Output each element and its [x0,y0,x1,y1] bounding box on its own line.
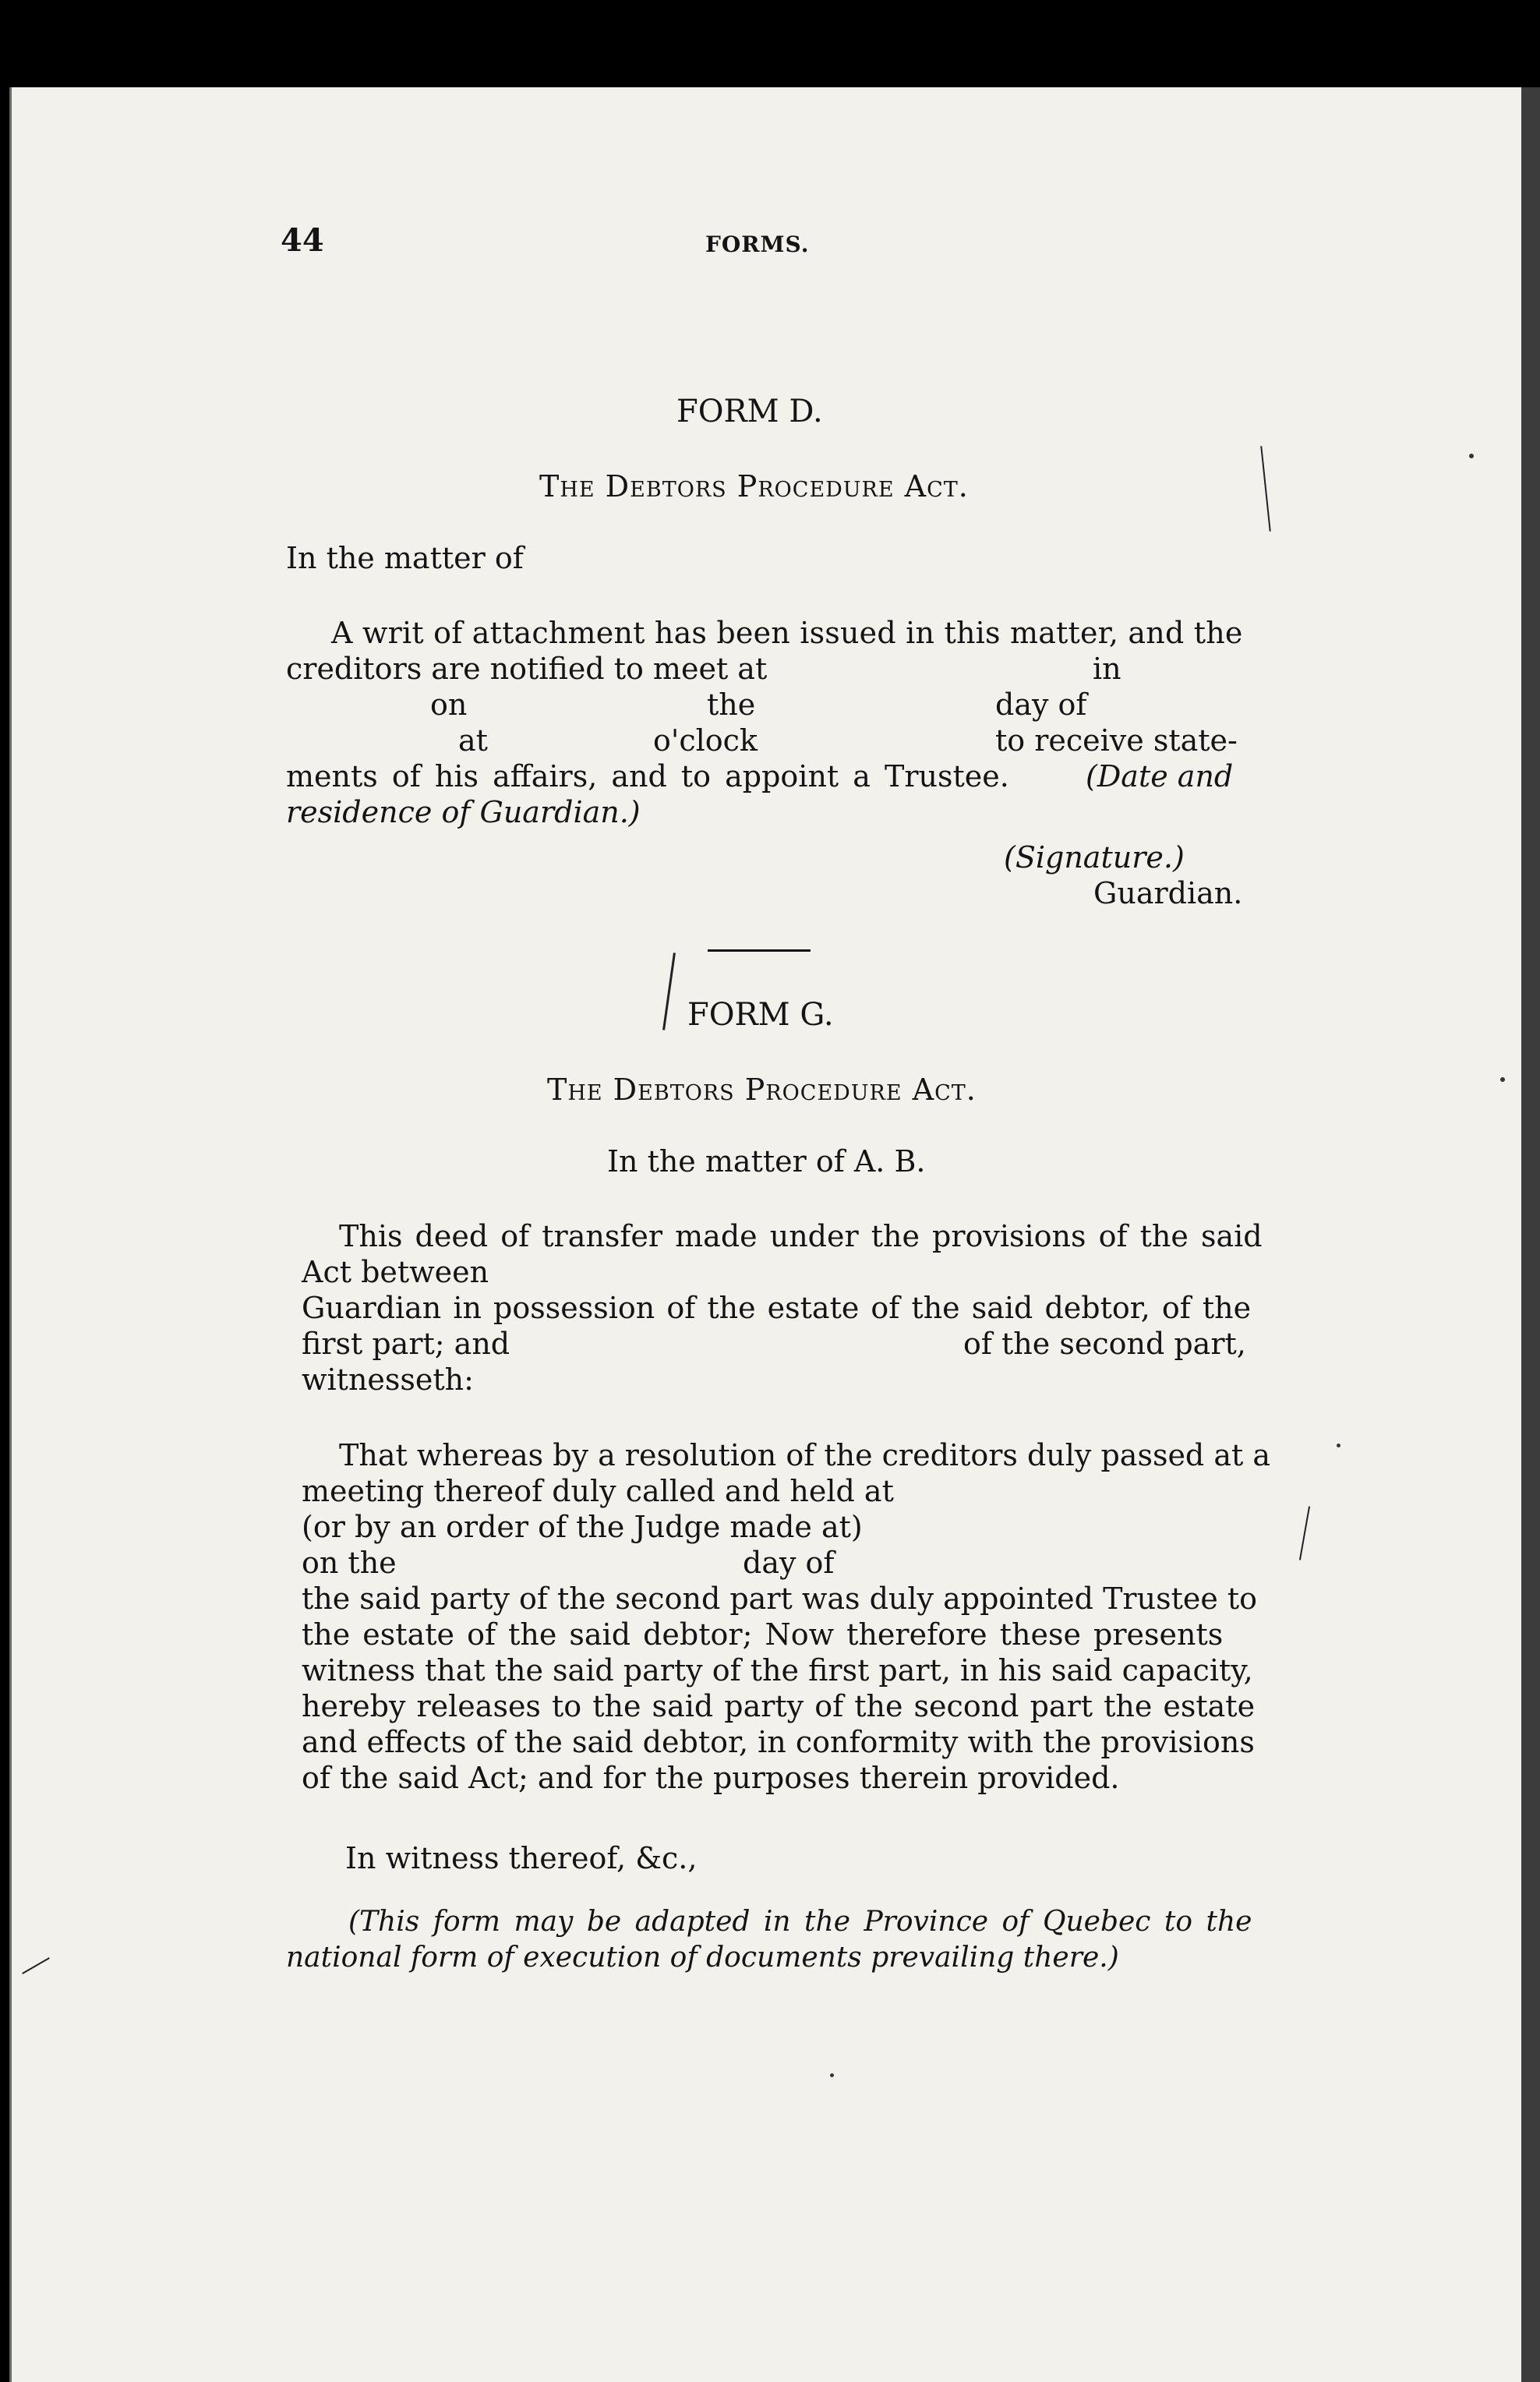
form-d-matter: In the matter of [286,541,524,575]
handwritten-corner-mark [1260,446,1270,532]
scan-speck [1337,1444,1340,1447]
form-g-line: Act between [302,1255,489,1289]
form-g-matter: In the matter of A. B. [607,1144,926,1179]
form-g-line: on the [302,1546,397,1580]
section-divider [708,949,811,952]
form-d-line: o'clock [653,723,758,758]
scan-speck [830,2073,834,2077]
form-d-act: The Debtors Procedure Act. [539,469,969,504]
form-d-line: the [707,687,756,722]
form-d-line: on [430,687,468,722]
form-d-line: in [1093,652,1121,686]
form-g-note: (This form may be adapted in the Province of Quebec to the [348,1906,1252,1938]
form-g-line: the estate of the said debtor; Now therefore these presents [302,1617,1224,1652]
form-g-act: The Debtors Procedure Act. [547,1073,977,1107]
form-g-line: That whereas by a resolution of the creditors duly passed at a [339,1438,1270,1472]
form-d-line: ments of his affairs, and to appoint a Trustee. [286,759,1009,793]
form-d-line: at [458,723,488,758]
form-g-line: day of [743,1546,835,1580]
form-g-line: This deed of transfer made under the provisions of the said [339,1219,1263,1253]
form-g-line: meeting thereof duly called and held at [302,1474,894,1508]
form-g-line: first part; and [302,1327,510,1361]
scanned-page [9,87,1521,2382]
form-d-signature: (Signature.) [1004,840,1185,875]
margin-pencil-mark [1299,1506,1310,1560]
form-g-line: Guardian in possession of the estate of the said debtor, of the [302,1291,1252,1325]
form-g-witness: In witness thereof, &c., [345,1841,698,1875]
form-g-line: the said party of the second part was duly appointed Trustee to [302,1582,1258,1616]
form-d-line: creditors are notified to meet at [286,652,768,686]
margin-pencil-mark [22,1957,50,1974]
right-page-edge [1521,87,1540,2382]
form-g-line: of the said Act; and for the purposes therein provided. [302,1761,1120,1795]
handwritten-bracket-mark [662,952,676,1030]
running-title: FORMS. [705,231,810,257]
form-d-line: residence of Guardian.) [286,795,641,829]
form-g-note: national form of execution of documents prevailing there.) [286,1942,1119,1974]
form-g-line: witnesseth: [302,1362,474,1397]
form-d-line: day of [995,687,1087,722]
form-d-line: (Date and [1086,759,1234,793]
form-g-line: (or by an order of the Judge made at) [302,1510,863,1544]
form-g-line: witness that the said party of the first part, in his said capacity, [302,1653,1253,1688]
form-d-line: to receive state- [995,723,1238,758]
scan-speck [1500,1077,1505,1082]
page-number: 44 [281,222,324,259]
form-g-line: and effects of the said debtor, in conformity with the provisions [302,1725,1255,1759]
form-d-title: FORM D. [676,394,823,429]
form-g-line: of the second part, [963,1327,1246,1361]
scan-speck [1469,454,1474,458]
form-d-guardian: Guardian. [1093,876,1243,910]
form-d-line: A writ of attachment has been issued in this matter, and the [331,616,1243,650]
form-g-line: hereby releases to the said party of the second part the estate [302,1689,1256,1723]
form-g-title: FORM G. [687,997,834,1033]
